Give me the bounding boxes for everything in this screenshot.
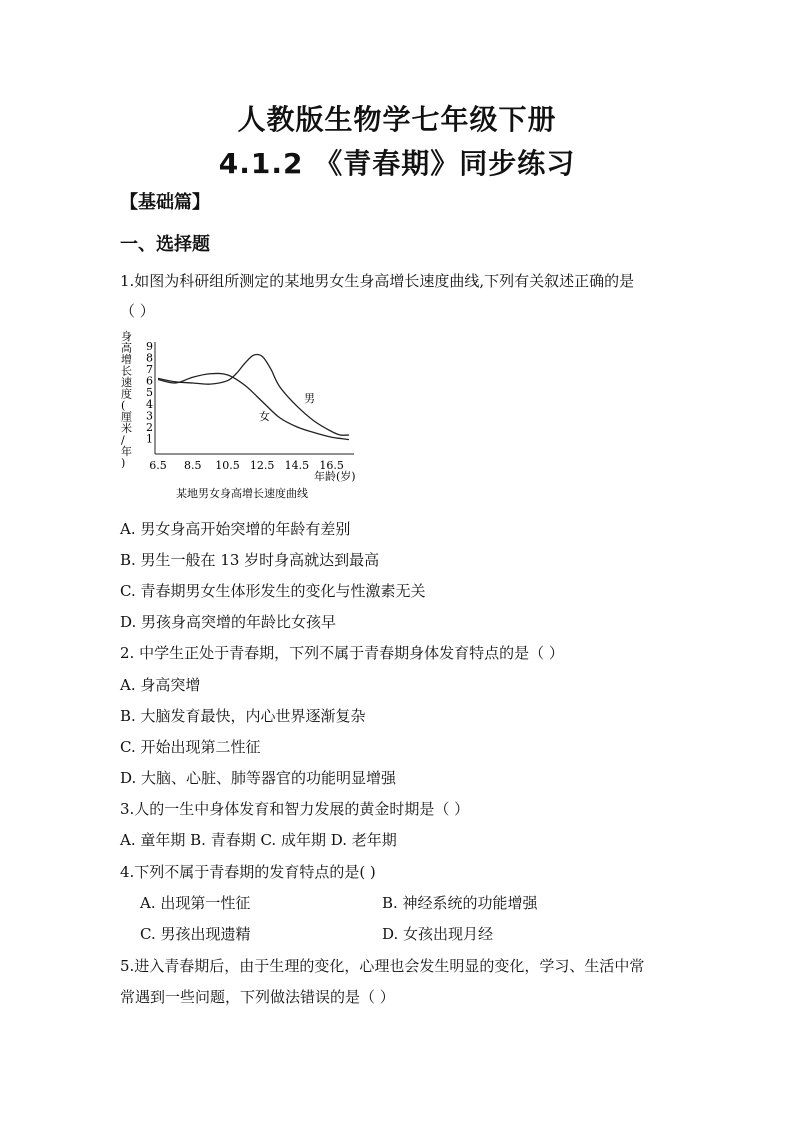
q2-option-c: C. 开始出现第二性征: [120, 738, 261, 756]
y-tick-label: 6: [146, 374, 153, 388]
q2-option-d: D. 大脑、心脏、肺等器官的功能明显增强: [120, 769, 397, 787]
chart-title: 某地男女身高增长速度曲线: [176, 487, 308, 500]
q5-stem-line1: 5.进入青春期后，由于生理的变化，心理也会发生明显的变化，学习、生活中常: [120, 957, 645, 975]
y-axis-label-char: 度: [121, 387, 132, 401]
y-axis-label-char: /: [121, 433, 125, 447]
q2-stem: 2. 中学生正处于青春期，下列不属于青春期身体发育特点的是（ ）: [120, 644, 564, 662]
y-axis-label-char: (: [121, 399, 126, 412]
height-growth-chart: [118, 328, 358, 503]
q4-option-a: A. 出现第一性征: [140, 894, 251, 912]
q4-option-b: B. 神经系统的功能增强: [382, 894, 538, 912]
y-tick-label: 3: [146, 409, 153, 423]
y-axis-label-char: 身: [121, 330, 132, 343]
y-axis-label-char: 长: [121, 364, 132, 378]
y-axis-label-char: 增: [121, 353, 132, 366]
series-line-female: [158, 373, 349, 439]
y-axis-label: [121, 330, 132, 470]
y-tick-label: 2: [146, 420, 153, 434]
y-tick-label: 7: [146, 363, 153, 377]
x-tick-label: 12.5: [249, 459, 275, 472]
y-axis-label-char: ): [121, 456, 126, 470]
q1-option-d: D. 男孩身高突增的年龄比女孩早: [120, 613, 337, 631]
q1-option-c: C. 青春期男女生体形发生的变化与性激素无关: [120, 582, 426, 600]
y-tick-label: 9: [146, 340, 153, 353]
series-line-male: [158, 354, 349, 435]
series-label-female: 女: [259, 410, 270, 423]
x-tick-label: 10.5: [215, 459, 240, 472]
q2-option-a: A. 身高突增: [120, 676, 201, 694]
x-tick-label: 14.5: [284, 459, 310, 472]
q3-stem: 3.人的一生中身体发育和智力发展的黄金时期是（ ）: [120, 800, 470, 818]
q1-paren: （ ）: [120, 302, 155, 320]
q1-option-b: B. 男生一般在 13 岁时身高就达到最高: [120, 551, 380, 569]
y-tick-label: 5: [146, 386, 153, 400]
y-axis-label-char: 米: [121, 422, 132, 435]
q5-stem-line2: 常遇到一些问题，下列做法错误的是（ ）: [120, 988, 395, 1006]
y-axis-label-char: 厘: [121, 410, 132, 424]
x-tick-label: 8.5: [183, 459, 202, 472]
section-choice: 一、选择题: [120, 234, 210, 255]
q2-option-b: B. 大脑发育最快，内心世界逐渐复杂: [120, 707, 366, 725]
q3-options: A. 童年期 B. 青春期 C. 成年期 D. 老年期: [120, 831, 397, 849]
series-label-male: 男: [304, 392, 315, 405]
y-axis-label-char: 年: [121, 445, 132, 458]
q4-stem: 4.下列不属于青春期的发育特点的是( ): [120, 863, 376, 881]
q4-option-d: D. 女孩出现月经: [382, 925, 494, 943]
q4-option-c: C. 男孩出现遗精: [140, 925, 251, 943]
y-tick-label: 4: [146, 397, 153, 411]
x-tick-label: 16.5: [319, 459, 344, 472]
y-axis-label-char: 高: [121, 341, 132, 355]
section-basic: 【基础篇】: [120, 192, 210, 213]
q1-stem: 1.如图为科研组所测定的某地男女生身高增长速度曲线,下列有关叙述正确的是: [120, 272, 635, 290]
document-title: 人教版生物学七年级下册: [237, 103, 557, 136]
x-tick-label: 6.5: [149, 459, 167, 472]
y-tick-label: 8: [146, 351, 153, 365]
y-axis-label-char: 速: [121, 376, 132, 389]
y-tick-label: 1: [146, 432, 153, 446]
q1-option-a: A. 男女身高开始突增的年龄有差别: [120, 520, 351, 538]
x-axis-label: 年龄(岁): [314, 470, 356, 483]
document-subtitle: 4.1.2 《青春期》同步练习: [218, 147, 576, 180]
